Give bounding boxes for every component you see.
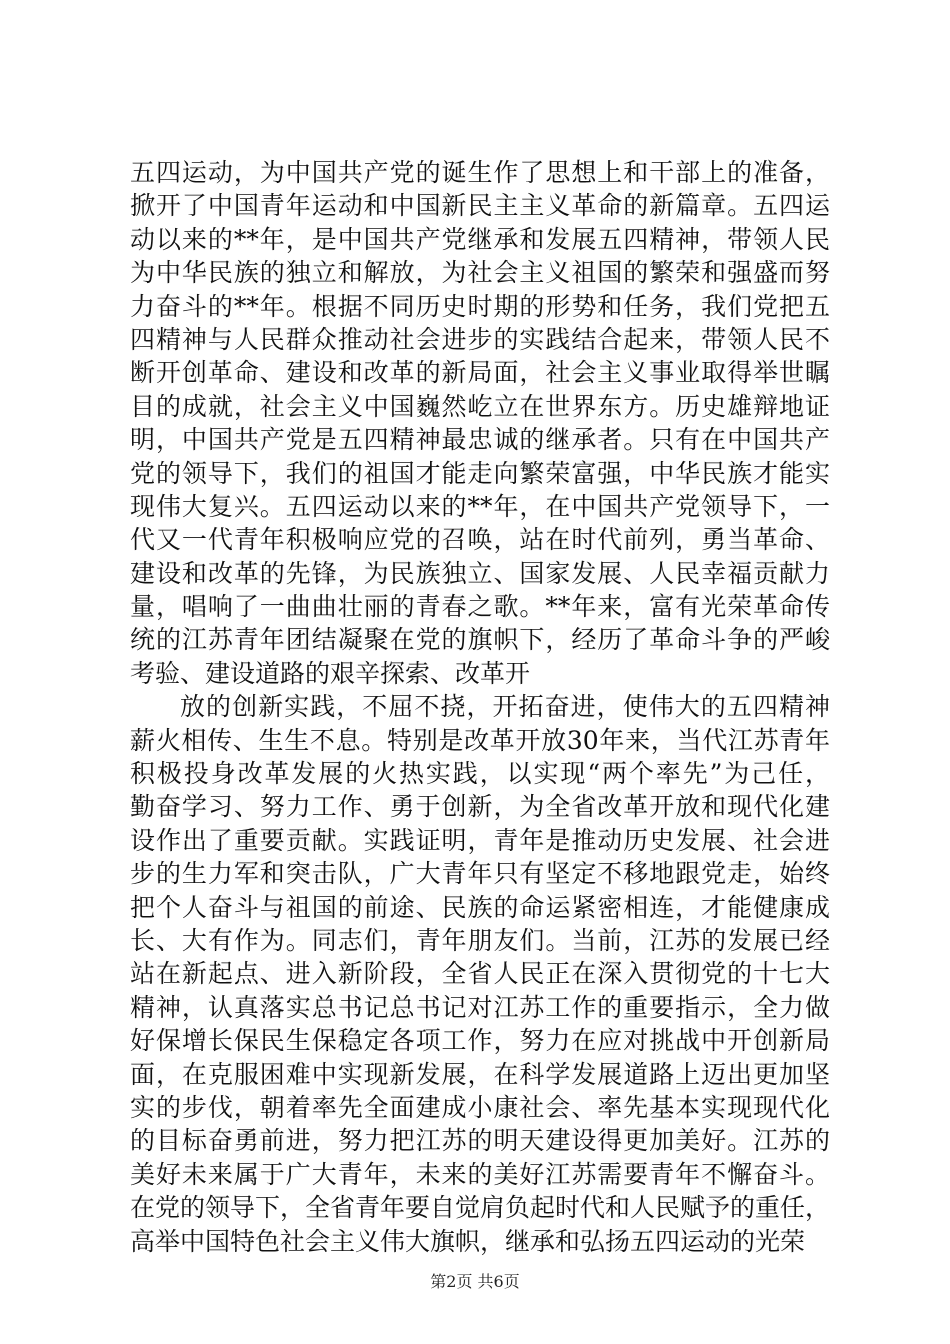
text-line: 把个人奋斗与祖国的前途、民族的命运紧密相连，才能健康成 [130, 892, 830, 922]
text-line: 明，中国共产党是五四精神最忠诚的继承者。只有在中国共产 [130, 425, 830, 455]
text-line: 为中华民族的独立和解放，为社会主义祖国的繁荣和强盛而努 [130, 258, 830, 288]
text-line: 掀开了中国青年运动和中国新民主主义革命的新篇章。五四运 [130, 191, 830, 221]
text-line: 党的领导下，我们的祖国才能走向繁荣富强，中华民族才能实 [130, 458, 830, 488]
text-line: 精神，认真落实总书记总书记对江苏工作的重要指示，全力做 [130, 992, 830, 1022]
text-line: 代又一代青年积极响应党的召唤，站在时代前列，勇当革命、 [130, 525, 830, 555]
text-line: 建设和改革的先锋，为民族独立、国家发展、人民幸福贡献力 [130, 558, 830, 588]
document-body [130, 156, 830, 1258]
page-number: 第2页 共6页 [430, 1272, 520, 1291]
text-line: 的目标奋勇前进，努力把江苏的明天建设得更加美好。江苏的 [130, 1126, 830, 1156]
text-line: 积极投身改革发展的火热实践，以实现“两个率先”为己任， [130, 759, 830, 789]
text-line: 薪火相传、生生不息。特别是改革开放30年来，当代江苏青年 [130, 725, 830, 755]
text-line: 好保增长保民生保稳定各项工作，努力在应对挑战中开创新局 [130, 1026, 830, 1056]
text-line: 站在新起点、进入新阶段，全省人民正在深入贯彻党的十七大 [130, 959, 830, 989]
text-line: 实的步伐，朝着率先全面建成小康社会、率先基本实现现代化 [130, 1092, 830, 1122]
text-line: 考验、建设道路的艰辛探索、改革开 [130, 658, 531, 688]
text-line: 在党的领导下，全省青年要自觉肩负起时代和人民赋予的重任， [130, 1193, 831, 1223]
text-line: 面，在克服困难中实现新发展，在科学发展道路上迈出更加坚 [130, 1059, 830, 1089]
paragraph-2 [130, 690, 830, 1258]
text-line: 美好未来属于广大青年，未来的美好江苏需要青年不懈奋斗。 [130, 1159, 830, 1189]
text-line: 四精神与人民群众推动社会进步的实践结合起来，带领人民不 [130, 324, 830, 354]
text-line: 放的创新实践，不屈不挠，开拓奋进，使伟大的五四精神 [180, 692, 830, 722]
text-line: 设作出了重要贡献。实践证明，青年是推动历史发展、社会进 [130, 825, 830, 855]
text-line: 力奋斗的**年。根据不同历史时期的形势和任务，我们党把五 [130, 291, 830, 321]
text-line: 动以来的**年，是中国共产党继承和发展五四精神，带领人民 [130, 224, 830, 254]
text-line: 步的生力军和突击队，广大青年只有坚定不移地跟党走，始终 [130, 859, 830, 889]
text-line: 量，唱响了一曲曲壮丽的青春之歌。**年来，富有光荣革命传 [130, 592, 830, 622]
text-line: 五四运动，为中国共产党的诞生作了思想上和干部上的准备， [130, 158, 830, 187]
text-line: 目的成就，社会主义中国巍然屹立在世界东方。历史雄辩地证 [130, 391, 830, 421]
text-line: 统的江苏青年团结凝聚在党的旗帜下，经历了革命斗争的严峻 [130, 625, 830, 655]
text-line: 勤奋学习、努力工作、勇于创新，为全省改革开放和现代化建 [130, 792, 830, 822]
paragraph-1 [130, 156, 830, 690]
text-line: 现伟大复兴。五四运动以来的**年，在中国共产党领导下，一 [130, 491, 830, 521]
text-line: 长、大有作为。同志们，青年朋友们。当前，江苏的发展已经 [130, 925, 830, 955]
page-footer [0, 1272, 950, 1292]
text-line: 高举中国特色社会主义伟大旗帜，继承和弘扬五四运动的光荣 [130, 1226, 806, 1256]
text-line: 断开创革命、建设和改革的新局面，社会主义事业取得举世瞩 [130, 358, 830, 388]
